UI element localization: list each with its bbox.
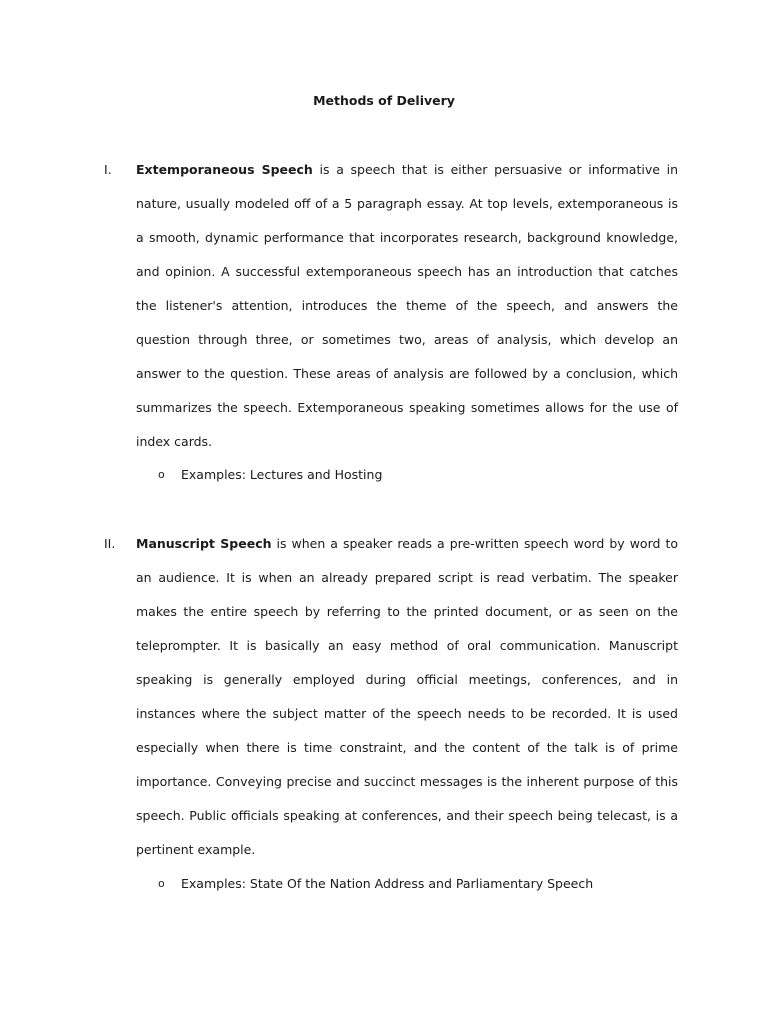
section-paragraph (136, 153, 678, 459)
document-title: Methods of Delivery (313, 93, 455, 108)
bullet-marker: o (158, 468, 165, 481)
bullet-text: Examples: Lectures and Hosting (181, 467, 383, 482)
bullet-text: Examples: State Of the Nation Address and Parliamentary Speech (181, 876, 594, 891)
section-text: is when a speaker reads a pre-written speech word by word to an audience. It is when an already prepared script is read verbatim. The speaker makes the entire speech by referring to the printed document, or as seen on the teleprompter. It is basically an easy method of oral communication. Manuscript speaking is generally employed during official meetings, conferences, and in instances where the subject matter of the speech needs to be recorded. It is used especially when there is time constraint, and the content of the talk is of prime importance. Conveying precise and succinct messages is the inherent purpose of this speech. Public officials speaking at conferences, and their speech being telecast, is a pertinent example. (136, 536, 678, 857)
section-term: Extemporaneous Speech (136, 162, 313, 177)
section-paragraph (136, 527, 678, 867)
section-numeral: I. (104, 162, 112, 177)
section-numeral: II. (104, 536, 116, 551)
bullet-marker: o (158, 877, 165, 890)
section-term: Manuscript Speech (136, 536, 272, 551)
section-text: is a speech that is either persuasive or informative in nature, usually modeled off of a 5 paragraph essay. At top levels, extemporaneous is a smooth, dynamic performance that incorporates research, background knowledge, and opinion. A successful extemporaneous speech has an introduction that catches the listener's attention, introduces the theme of the speech, and answers the question through three, or sometimes two, areas of analysis, which develop an answer to the question. These areas of analysis are followed by a conclusion, which summarizes the speech. Extemporaneous speaking sometimes allows for the use of index cards. (136, 162, 678, 449)
